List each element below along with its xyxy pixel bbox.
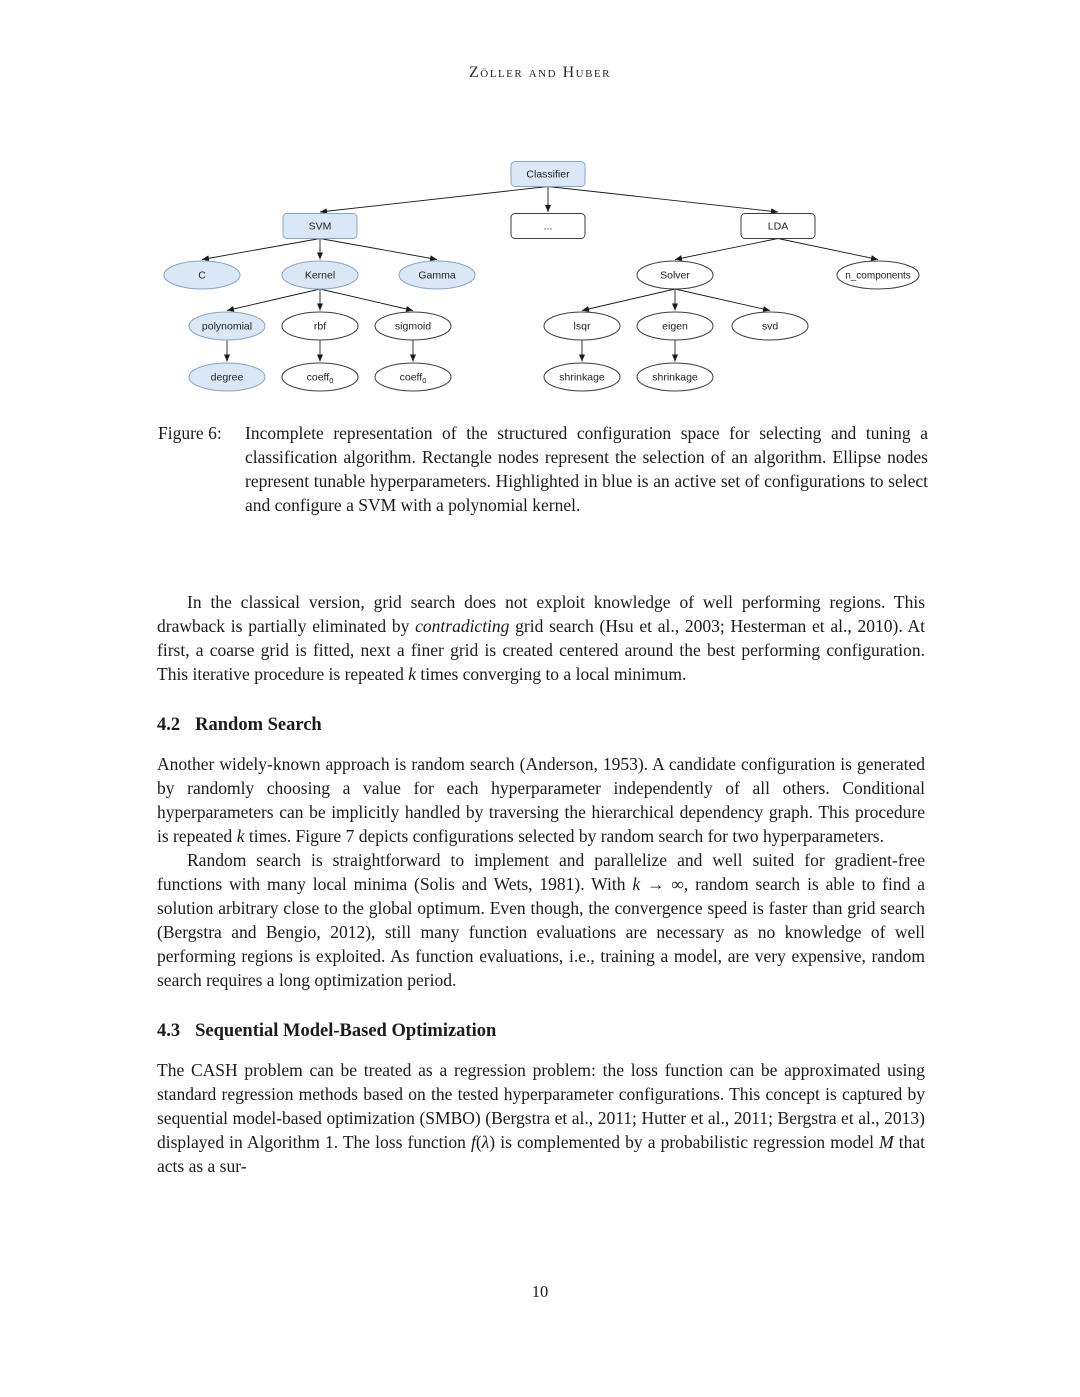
node-coeff0a: [282, 363, 358, 391]
edge-solver-svd: [675, 289, 770, 311]
italic-text: k: [408, 664, 416, 684]
node-degree: [189, 363, 265, 391]
figure-caption-text: Incomplete representation of the structured configuration space for selecting and tuning a classification algorithm. Rectangle nodes represent the selection of an algorithm. Ellipse nodes represent tunable hyperparameters. Highlighted in blue is an active set of configurations to select and configure a SVM with a polynomial kernel.: [245, 423, 928, 515]
edge-classifier-svm: [320, 187, 548, 213]
svg-text:lsqr: lsqr: [573, 320, 591, 333]
text-segment: → ∞, random search is able to find a solution arbitrary close to the global optimum. Even though, the convergence speed is faster than grid search (Bergstra and Bengio, 2012), still many function evaluations are necessary as no knowledge of well performing regions is exploited. As function evaluations, i.e., training a model, are very expensive, random search requires a long optimization period.: [157, 874, 925, 990]
svg-text:svd: svd: [761, 320, 779, 333]
node-n_components: [837, 261, 919, 289]
section-heading-4-3: [157, 1019, 925, 1043]
section-title: Random Search: [195, 715, 322, 735]
text-segment: Random search is straightforward to implement and parallelize and well suited for gradient-free functions with many local minima (Solis and Wets, 1981). With: [157, 850, 925, 894]
svg-text:Kernel: Kernel: [304, 269, 336, 282]
edge-kernel-sigmoid: [320, 289, 413, 311]
node-sigmoid: [375, 312, 451, 340]
node-svm: [283, 214, 357, 239]
text-segment: times. Figure 7 depicts configurations selected by random search for two hyperparameters.: [244, 826, 884, 846]
italic-text: M: [879, 1132, 894, 1152]
node-gamma: [399, 261, 475, 289]
page-number: 10: [531, 1282, 549, 1301]
figure-6-diagram: [150, 150, 940, 400]
node-svd: [732, 312, 808, 340]
svg-text:coeff0: coeff$_0$: [306, 371, 334, 385]
svg-text:polynomial: polynomial: [201, 320, 253, 333]
edge-lda-n_components: [778, 239, 878, 260]
italic-text: k: [632, 874, 641, 894]
italic-text: contradicting: [415, 616, 510, 636]
italic-text: f: [470, 1132, 476, 1152]
node-classifier: [511, 162, 585, 187]
text-segment: grid search (Hsu et al., 2003; Hesterman et al., 2010). At first, a coarse grid is fitted, next a finer grid is created centered around the best performing configuration. This iterative procedure is repeated: [157, 616, 925, 684]
paragraph-random-search-1: [157, 752, 925, 848]
svg-text:shrinkage: shrinkage: [652, 371, 698, 384]
figure-caption-label: Figure 6:: [158, 423, 222, 443]
node-eigen: [637, 312, 713, 340]
figure-caption: [158, 421, 928, 517]
configuration-space-tree: [150, 150, 940, 400]
paragraph-grid-search: [157, 590, 925, 686]
svg-text:coeff0: coeff$_0$: [399, 371, 427, 385]
svg-text:C: C: [198, 269, 206, 282]
edge-svm-c: [202, 239, 320, 260]
svg-text:Classifier: Classifier: [526, 168, 570, 181]
svg-text:SVM: SVM: [308, 220, 332, 233]
text-segment: Another widely-known approach is random search (Anderson, 1953). A candidate configuration is generated by randomly choosing a value for each hyperparameter independently of all others. Conditional hyperparameters can be implicitly handled by traversing the hierarchical dependency graph. This procedure is repeated: [157, 754, 925, 846]
svg-text:degree: degree: [210, 371, 244, 384]
node-lsqr: [544, 312, 620, 340]
node-lda: [741, 214, 815, 239]
body-text: [157, 590, 925, 1178]
svg-text:Gamma: Gamma: [418, 269, 456, 282]
section-heading-4-2: [157, 713, 925, 737]
text-segment: (: [475, 1132, 482, 1152]
node-polynomial: [189, 312, 265, 340]
text-segment: The CASH problem can be treated as a regression problem: the loss function can be approximated using standard regression methods based on the tested hyperparameter configurations. This concept is captured by sequential model-based optimization (SMBO) (Bergstra et al., 2011; Hutter et al., 2011; Bergstra et al., 2013) displayed in Algorithm 1. The loss function: [157, 1060, 925, 1152]
svg-text:LDA: LDA: [767, 220, 789, 233]
paragraph-smbo: [157, 1058, 925, 1178]
node-solver: [637, 261, 713, 289]
edge-kernel-polynomial: [227, 289, 320, 311]
node-coeff0b: [375, 363, 451, 391]
node-rbf: [282, 312, 358, 340]
italic-text: k: [236, 826, 245, 846]
text-segment: times converging to a local minimum.: [416, 664, 687, 684]
node-shrinkage1: [544, 363, 620, 391]
paragraph-random-search-2: [157, 848, 925, 992]
text-segment: that acts as a sur-: [157, 1132, 926, 1176]
section-title: Sequential Model-Based Optimization: [195, 1021, 497, 1041]
svg-text:...: ...: [543, 220, 553, 233]
edge-solver-lsqr: [582, 289, 675, 311]
edge-svm-gamma: [320, 239, 437, 260]
svg-text:sigmoid: sigmoid: [394, 320, 432, 333]
svg-text:shrinkage: shrinkage: [559, 371, 605, 384]
svg-text:eigen: eigen: [662, 320, 688, 333]
node-c: [164, 261, 240, 289]
node-kernel: [282, 261, 358, 289]
italic-text: λ: [481, 1132, 490, 1152]
text-segment: In the classical version, grid search does not exploit knowledge of well performing regions. This drawback is partially eliminated by: [157, 592, 925, 636]
section-number: 4.2: [157, 715, 181, 735]
node-dots: [511, 214, 585, 239]
text-segment: ) is complemented by a probabilistic regression model: [489, 1132, 880, 1152]
svg-text:Solver: Solver: [660, 269, 690, 282]
svg-text:n_components: n_components: [845, 270, 911, 282]
node-shrinkage2: [637, 363, 713, 391]
svg-text:rbf: rbf: [313, 320, 327, 333]
edge-classifier-lda: [548, 187, 778, 213]
running-header: Zöller and Huber: [469, 64, 611, 81]
edge-lda-solver: [675, 239, 778, 260]
section-number: 4.3: [157, 1021, 181, 1041]
